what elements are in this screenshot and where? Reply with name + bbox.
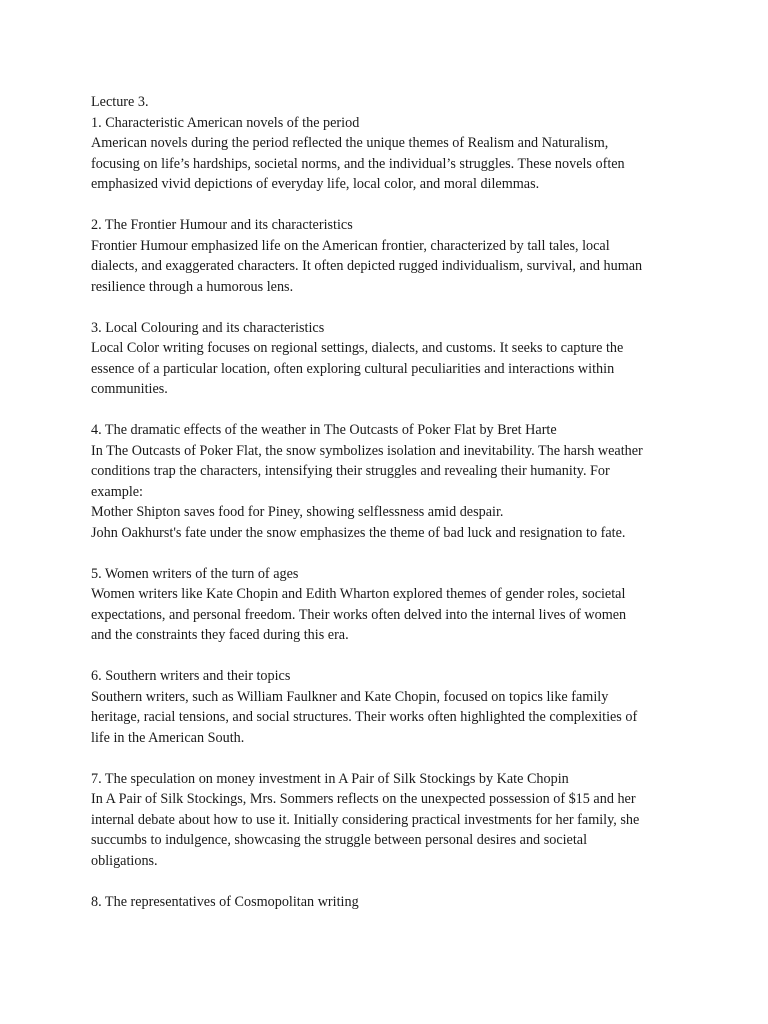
section-2-line-3: resilience through a humorous lens.: [91, 278, 294, 295]
paragraph-gap: [91, 646, 691, 667]
paragraph-gap: [91, 543, 691, 564]
section-5-line-1: Women writers like Kate Chopin and Edith Wharton explored themes of gender roles, societal: [91, 586, 626, 602]
section-4-line-1: In The Outcasts of Poker Flat, the snow symbolizes isolation and inevitability. The harsh weather: [91, 442, 643, 459]
section-3-line-1: Local Color writing focuses on regional settings, dialects, and customs. It seeks to capture the: [91, 340, 624, 356]
paragraph-gap: [91, 748, 691, 769]
section-3-line-3: communities.: [91, 381, 168, 397]
section-7-line-3: succumbs to indulgence, showcasing the struggle between personal desires and societal: [91, 832, 588, 848]
paragraph-gap: [91, 195, 691, 216]
section-4-line-4: Mother Shipton saves food for Piney, showing selflessness amid despair.: [91, 504, 504, 520]
section-4-heading: 4. The dramatic effects of the weather in The Outcasts of Poker Flat by Bret Harte: [91, 422, 557, 438]
section-6-heading: 6. Southern writers and their topics: [91, 668, 291, 684]
section-3-line-2: essence of a particular location, often exploring cultural peculiarities and interactions within: [91, 360, 615, 377]
paragraph-gap: [91, 871, 691, 892]
paragraph-gap: [91, 400, 691, 421]
document-page: [91, 92, 691, 912]
section-5-heading: 5. Women writers of the turn of ages: [91, 565, 299, 582]
section-4-line-2: conditions trap the characters, intensifying their struggles and revealing their humanity. For: [91, 463, 610, 479]
section-4-line-5: John Oakhurst's fate under the snow emphasizes the theme of bad luck and resignation to fate.: [91, 524, 626, 541]
section-7-heading: 7. The speculation on money investment in A Pair of Silk Stockings by Kate Chopin: [91, 770, 569, 787]
section-1-heading: 1. Characteristic American novels of the period: [91, 114, 360, 131]
lecture-title: Lecture 3.: [91, 94, 149, 110]
section-4-line-3: example:: [91, 483, 143, 500]
section-6-line-2: heritage, racial tensions, and social structures. Their works often highlighted the complexities of: [91, 709, 638, 725]
section-6-line-1: Southern writers, such as William Faulkner and Kate Chopin, focused on topics like family: [91, 688, 609, 705]
section-1-line-2: focusing on life’s hardships, societal norms, and the individual’s struggles. These novels often: [91, 155, 625, 172]
section-5-line-3: and the constraints they faced during this era.: [91, 627, 349, 643]
section-1-line-1: American novels during the period reflected the unique themes of Realism and Naturalism,: [91, 135, 609, 151]
paragraph-gap: [91, 297, 691, 318]
section-8-heading: 8. The representatives of Cosmopolitan writing: [91, 893, 359, 910]
section-5-line-2: expectations, and personal freedom. Their works often delved into the internal lives of women: [91, 606, 627, 623]
section-2-heading: 2. The Frontier Humour and its characteristics: [91, 217, 353, 233]
section-7-line-1: In A Pair of Silk Stockings, Mrs. Sommers reflects on the unexpected possession of $15 and her: [91, 791, 636, 807]
section-2-line-1: Frontier Humour emphasized life on the American frontier, characterized by tall tales, local: [91, 237, 610, 254]
section-1-line-3: emphasized vivid depictions of everyday life, local color, and moral dilemmas.: [91, 176, 540, 192]
section-7-line-4: obligations.: [91, 852, 158, 869]
section-3-heading: 3. Local Colouring and its characteristics: [91, 319, 325, 336]
section-6-line-3: life in the American South.: [91, 729, 245, 746]
section-2-line-2: dialects, and exaggerated characters. It often depicted rugged individualism, survival, and human: [91, 258, 643, 274]
section-7-line-2: internal debate about how to use it. Initially considering practical investments for her family, she: [91, 811, 640, 828]
